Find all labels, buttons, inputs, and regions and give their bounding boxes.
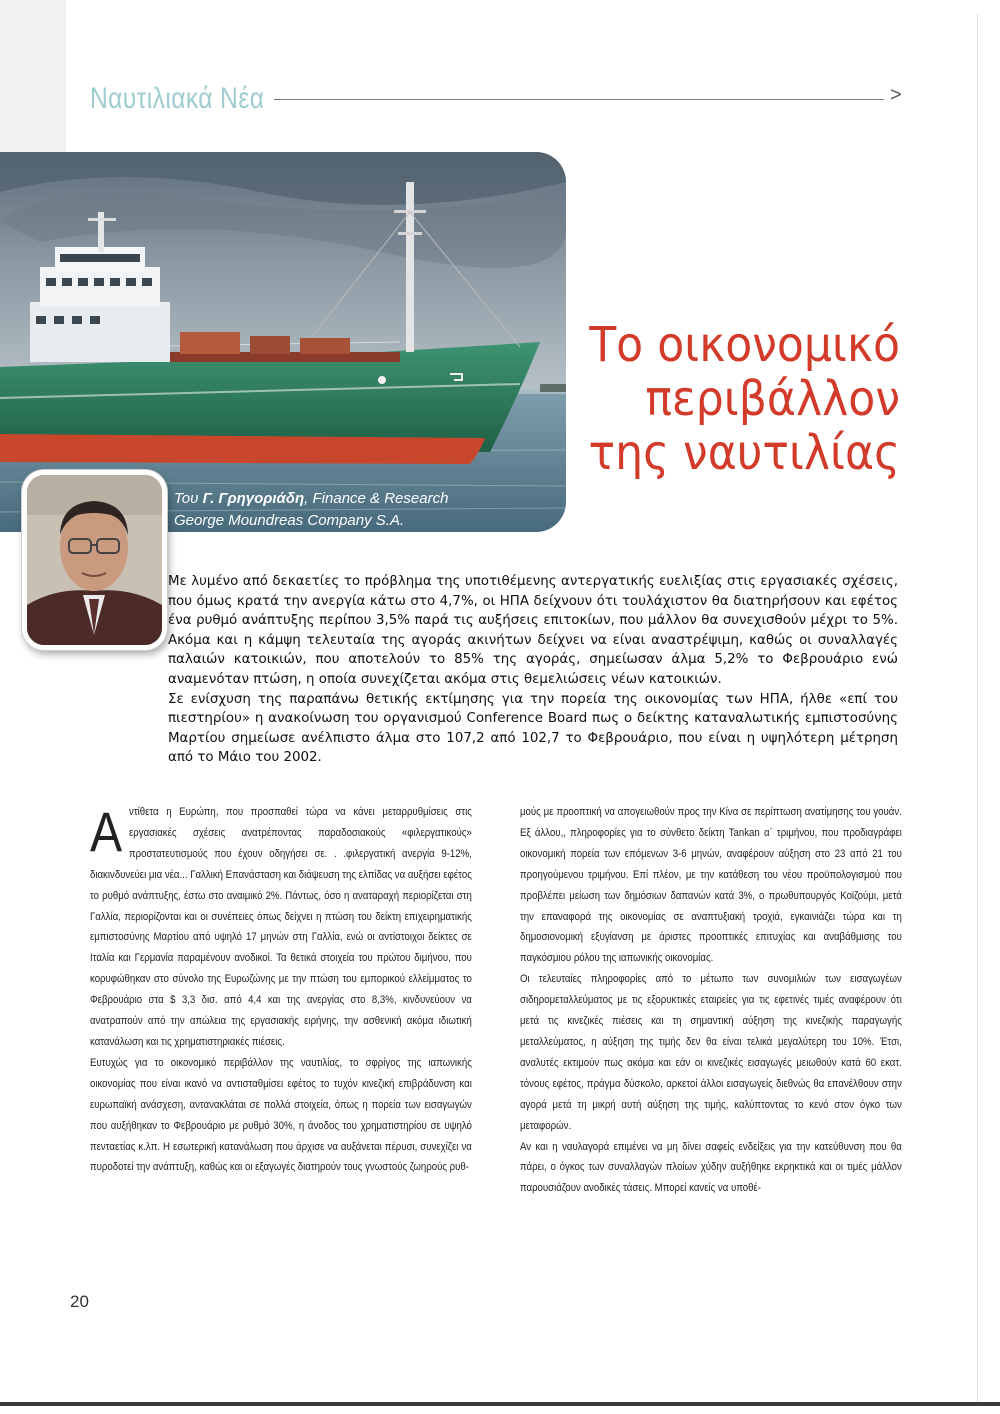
dropcap: Α — [90, 800, 123, 863]
article-body — [90, 802, 900, 1242]
byline-role: Finance & Research — [312, 490, 449, 507]
body-column-left — [90, 802, 472, 1178]
chevron-right-icon: > — [890, 84, 902, 106]
page-number: 20 — [70, 1292, 89, 1311]
byline-prefix: Του — [174, 490, 199, 507]
body-paragraph: Οι τελευταίες πληροφορίες από το μέτωπο των συνομιλιών των εισαγωγέων σιδηρομεταλλεύματος με τις εξορυκτικές εταιρείες για τις εφετινές τιμές αναφέρουν ότι μετά τις κινεζικές πιέσεις και τη σημαντική αύξηση της κινεζικής παραγωγής μεταλλεύματος, η αύξηση της τιμής δεν θα είναι τελικά μεγαλύτερη του 10%. Έτσι, αναλυτές εκτιμούν πως ακόμα και εάν οι κινεζικές εισαγωγές μειωθούν κατά 60 εκατ. τόνους εφέτος, πράγμα δύσκολο, αρκετοί άλλοι εισαγωγείς διεθνώς θα επανέλθουν στην αγορά μετά τη μικρή αυτή αύξηση της τιμής, καλύπτοντας το κενό στον όγκο των μεταφορών. — [520, 973, 902, 1132]
bottom-rule — [0, 1402, 1000, 1406]
lead-paragraph-2: Σε ενίσχυση της παραπάνω θετικής εκτίμησης για την πορεία της οικονομίας των ΗΠΑ, ήλθε «επί του πιεστηρίου» η ανακοίνωση του οργανισμού Conference Board πως ο δείκτης καταναλωτικής εμπιστοσύνης Μαρτίου σημείωσε ανέλπιστο άλμα στο 107,2 από 102,7 το Φεβρουάριο, που είναι η υψηλότερη μέτρηση από το Μάιο του 2002. — [168, 691, 898, 766]
author-illustration — [27, 475, 162, 645]
lead-paragraph-1: Με λυμένο από δεκαετίες το πρόβλημα της υποτιθέμενης αντεργατικής ευελιξίας στις εργασιακές σχέσεις, που όμως κρατά την ανεργία κάτω στο 4,7%, οι ΗΠΑ δείχνουν ότι τουλάχιστον θα διατηρήσουν και εφέτος ένα ρυθμό ανάπτυξης περίπου 3,5% παρά τις αυξήσεις επιτοκίων, που μάλλον θα συνεχισθούν μέχρι το 5%. Ακόμα και η κάμψη τελευταία της αγοράς ακινήτων δείχνει να είναι αναστρέψιμη, καθώς οι συναλλαγές παλαιών κατοικιών, που αποτελούν το 85% της αγοράς, σημείωσαν άλμα 5,2% το Φεβρουάριο ενώ αναμενόταν πτώση, η οποία συνεχίζεται ακόμα στις θεμελιώσεις νέων κατοικιών. — [168, 574, 898, 687]
section-title: Ναυτιλιακά Νέα — [90, 82, 265, 115]
section-rule — [274, 99, 884, 100]
body-paragraph: Ευτυχώς για το οικονομικό περιβάλλον της ναυτιλίας, το σφρίγος της ιαπωνικής οικονομίας που είναι ικανό να αντισταθμίσει εφέτος το τυχόν κινεζική επιβράδυνση και ευρωπαϊκή ανάσχεση, αντανακλάται σε πολλά στοιχεία, όπως η πορεία των εισαγωγών που αυξήθηκαν το Φεβρουάριο με ρυθμό 30%, η άνοδος του χρηματιστηρίου σε υψηλό πενταετίας κ.λπ. Η εσωτερική κατανάλωση που άρχισε να αυξάνεται πέρυσι, συνεχίζει να πυροδοτεί την ανάπτυξη, καθώς και οι εξαγωγές διατηρούν τους γνωστούς ζωηρούς ρυθ- — [90, 1056, 472, 1174]
byline-company: George Moundreas Company S.A. — [174, 512, 405, 529]
body-paragraph — [90, 802, 472, 1053]
title-line-2: περιβάλλον — [645, 371, 900, 427]
title-line-3: της ναυτιλίας — [588, 425, 900, 481]
byline — [174, 488, 554, 532]
byline-author: Γ. Γρηγοριάδη — [202, 490, 305, 507]
page-edge-line — [977, 14, 978, 1404]
page-edge-strip — [0, 0, 66, 152]
body-paragraph: μούς με προοπτική να απογειωθούν προς την Κίνα σε περίπτωση ανατίμησης του γουάν. Εξ άλλου,, πληροφορίες για το σύνθετο δείκτη Tankan α΄ τριμήνου, που προδιαγράφει οικονομική πορεία των επόμενων 3-6 μηνών, αναφέρουν αύξηση στο 23 από 21 του προηγούμενου τριμήνου. Επί πλέον, με την κατάθεση του νέου προϋπολογισμού που προβλέπει μείωση των δημόσιων δαπανών κατά 3%, ο πρωθυπουργός Κοϊζούμι, μετά την επαναφορά της οικονομίας σε αναπτυξιακή τροχιά, εγκαινιάζει τώρα και τη δημοσιονομική εξυγίανση με άριστες προοπτικές επιτυχίας και αναβάθμισης του παγκόσμιου ρόλου της ιαπωνικής οικονομίας. — [520, 806, 902, 965]
article-lead — [168, 572, 898, 768]
body-paragraph: Αν και η ναυλαγορά επιμένει να μη δίνει σαφείς ενδείξεις για την κατεύθυνση που θα πάρει, ο όγκος των συναλλαγών πλοίων χύδην αυξήθηκε εκρηκτικά και οι τιμές μάλλον παρουσιάζουν ανοδικές τάσεις. Μπορεί κανείς να υποθέ- — [520, 1140, 902, 1195]
byline-line-1: Του Γ. Γρηγοριάδη, Finance & Research — [174, 490, 449, 507]
author-portrait — [22, 470, 167, 650]
body-column-right — [520, 802, 902, 1199]
body-text: ντίθετα η Ευρώπη, που προσπαθεί τώρα να κάνει μεταρρυθμίσεις στις εργασιακές σχέσεις ανατρέποντας παραδοσιακούς «φιλεργατικούς» προστατευτισμούς που έχουν οδηγήσει σε. . .φιλεργατική ανεργία 9-12%, διακινδυνεύει μια νέα... Γαλλική Επανάσταση και διάψευση της ελπίδας να αυξήσει εφέτος το ρυθμό ανάπτυξης, έστω στο αναιμικό 2%. Πάντως, όσο η αναταραχή περιορίζεται στη Γαλλία, περιορίζονται και οι συνέπειες όπως δείχνει η πτώση του δείκτη επιχειρηματικής εμπιστοσύνης Μαρτίου από υψηλό 17 μηνών στη Γαλλία, ενώ οι αντίστοιχοι δείκτες σε Ιταλία και Γερμανία παραμένουν ανοδικοί. Τα θετικά στοιχεία του πρώτου διμήνου, που κορυφώθηκαν στο σύνολο της Ευρωζώνης με την πτώση του εμπορικού ελλείμματος το Φεβρουάριο στα $ 3,3 δισ. από 4,4 και της ανεργίας στο 8,3%, κινδυνεύουν να ανατραπούν από την απώλεια της εργασιακής ειρήνης, την ασθενική ακόμα ιδιωτική κατανάλωση και τις χρηματιστηριακές πιέσεις. — [90, 806, 472, 1048]
title-line-1: Το οικονομικό — [589, 317, 900, 373]
section-header — [90, 80, 910, 120]
article-title — [560, 318, 900, 480]
